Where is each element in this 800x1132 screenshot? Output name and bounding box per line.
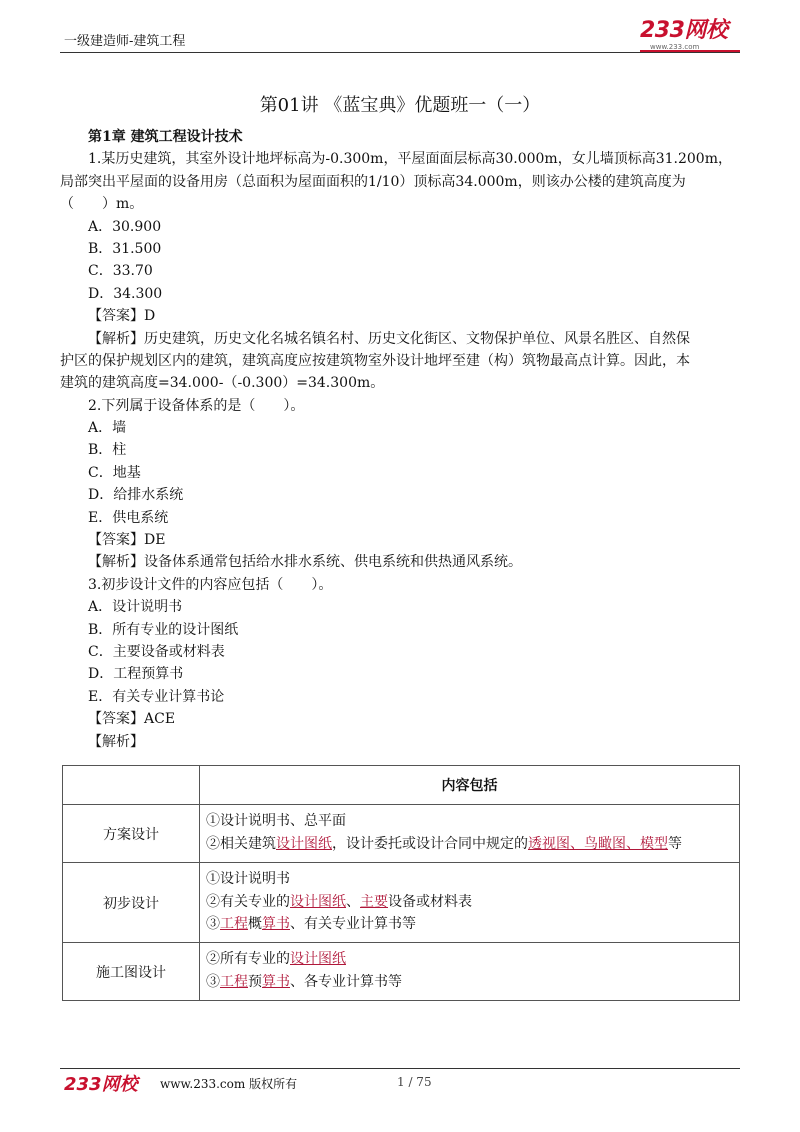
table-row	[63, 943, 740, 1001]
q1-stem-line: （ ）m。	[60, 196, 144, 213]
content-line: ②相关建筑设计图纸，设计委托或设计合同中规定的透视图、鸟瞰图、模型等	[206, 835, 682, 852]
logo-url: www.233.com	[650, 43, 700, 51]
document-body	[60, 126, 740, 753]
table-header-row	[63, 766, 740, 805]
q2-option: A．墙	[88, 420, 127, 437]
link-design-drawings[interactable]: 设计图纸	[276, 835, 332, 852]
stage-content	[200, 863, 740, 943]
q3-stem: 3.初步设计文件的内容应包括（ ）。	[88, 576, 333, 593]
table-header-empty	[63, 766, 200, 805]
link-budget-book[interactable]: 算书	[262, 916, 290, 932]
link-perspective[interactable]: 透视图	[528, 835, 570, 852]
q2-option: D．给排水系统	[88, 487, 184, 504]
analysis-label: 【解析】	[88, 554, 144, 571]
q2-stem: 2.下列属于设备体系的是（ ）。	[88, 397, 305, 414]
q3-option: B．所有专业的设计图纸	[88, 621, 239, 638]
chapter-heading: 第1章 建筑工程设计技术	[88, 129, 243, 145]
design-stage-table	[62, 765, 740, 1001]
link-engineering[interactable]: 工程	[220, 916, 248, 932]
content-line: ①设计说明书、总平面	[206, 813, 346, 829]
q1-answer	[60, 305, 740, 327]
link-budget-book[interactable]: 算书	[262, 973, 290, 990]
q1-option: C．33.70	[88, 263, 153, 280]
q1-option: D．34.300	[88, 285, 163, 302]
q1-analysis	[60, 328, 740, 350]
header-accent-divider	[640, 50, 740, 52]
logo-text: 233网校	[640, 18, 728, 43]
link-engineering[interactable]: 工程	[220, 973, 248, 990]
content-line: ③工程概算书、有关专业计算书等	[206, 916, 416, 932]
table-header-cell: 内容包括	[200, 766, 740, 805]
q1-stem-line: 1.某历史建筑，其室外设计地坪标高为-0.300m，平屋面面层标高30.000m，女儿墙顶标高31.200m，	[88, 151, 732, 168]
q3-option: E．有关专业计算书论	[88, 688, 225, 705]
page-number: 1 / 75	[397, 1075, 432, 1089]
stage-label: 初步设计	[63, 863, 200, 943]
header-divider	[60, 52, 740, 53]
q1-option: A．30.900	[88, 218, 162, 235]
q2-option: C．地基	[88, 464, 141, 481]
q1-option: B．31.500	[88, 240, 162, 257]
content-line: ②有关专业的设计图纸、主要设备或材料表	[206, 893, 472, 910]
stage-content	[200, 805, 740, 863]
footer-copyright: www.233.com 版权所有	[160, 1077, 298, 1091]
q3-option: C．主要设备或材料表	[88, 643, 225, 660]
content-line: ②所有专业的设计图纸	[206, 951, 346, 967]
link-aerial-view[interactable]: 鸟瞰图	[584, 835, 626, 852]
answer-label: 【答案】	[88, 532, 144, 549]
stage-label: 方案设计	[63, 805, 200, 863]
answer-value: D	[144, 308, 156, 325]
q1-analysis-line: 建筑的建筑高度=34.000-（-0.300）=34.300m。	[60, 375, 385, 392]
stage-label: 施工图设计	[63, 943, 200, 1001]
analysis-text: 历史建筑，历史文化名城名镇名村、历史文化街区、文物保护单位、风景名胜区、自然保	[144, 330, 690, 347]
footer-divider	[60, 1068, 740, 1069]
table-row	[63, 863, 740, 943]
footer-logo[interactable]: 233网校	[64, 1074, 138, 1095]
analysis-label: 【解析】	[88, 733, 144, 750]
q2-option: B．柱	[88, 442, 127, 459]
answer-value: DE	[144, 532, 166, 549]
answer-label: 【答案】	[88, 711, 144, 728]
q1-stem-line: 局部突出平屋面的设备用房（总面积为屋面面积的1/10）顶标高34.000m，则该办公楼的建筑高度为	[60, 173, 686, 190]
q3-option: D．工程预算书	[88, 666, 184, 683]
q3-analysis	[60, 731, 740, 753]
content-line: ③工程预算书、各专业计算书等	[206, 973, 402, 990]
q3-answer	[60, 708, 740, 730]
table-row	[63, 805, 740, 863]
brand-logo[interactable]	[640, 20, 740, 52]
answer-value: ACE	[144, 711, 176, 728]
link-design-drawings[interactable]: 设计图纸	[290, 951, 346, 967]
page-title: 第01讲 《蓝宝典》优题班一（一）	[259, 95, 541, 116]
q2-option: E．供电系统	[88, 509, 169, 526]
q2-answer	[60, 529, 740, 551]
header-title: 一级建造师-建筑工程	[64, 34, 186, 49]
link-main[interactable]: 主要	[360, 893, 388, 910]
analysis-label: 【解析】	[88, 330, 144, 347]
analysis-text: 设备体系通常包括给水排水系统、供电系统和供热通风系统。	[144, 554, 522, 571]
answer-label: 【答案】	[88, 308, 144, 325]
content-line: ①设计说明书	[206, 871, 290, 887]
q3-option: A．设计说明书	[88, 599, 183, 616]
stage-content	[200, 943, 740, 1001]
link-design-drawings[interactable]: 设计图纸	[290, 893, 346, 910]
link-model[interactable]: 模型	[640, 835, 668, 852]
q2-analysis	[60, 551, 740, 573]
q1-analysis-line: 护区的保护规划区内的建筑，建筑高度应按建筑物室外设计地坪至建（构）筑物最高点计算。因此，本	[60, 352, 690, 369]
